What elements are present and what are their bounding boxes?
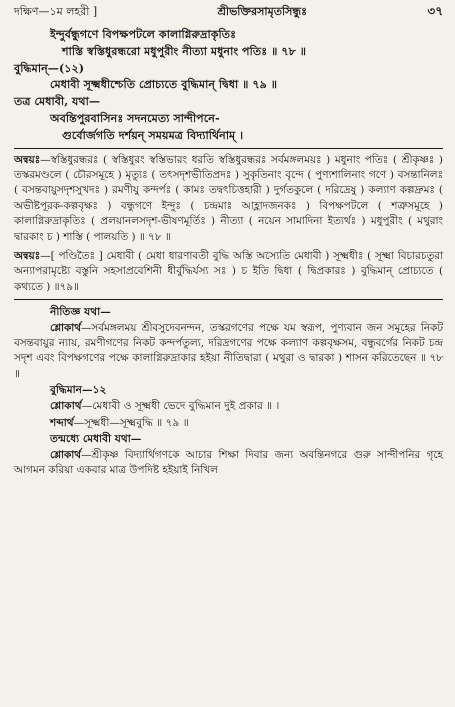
shabdartha-79 (14, 415, 443, 431)
anvaya-label: অন্বয়ঃ (14, 249, 41, 262)
shlokartha-label: শ্লোকার্থ (50, 321, 82, 334)
shabdartha-text: —সূক্ষ্মধী—সূক্ষ্মবুদ্ধি ॥ ৭৯ ॥ (73, 416, 189, 429)
anvaya-label: অন্বয়ঃ (14, 153, 41, 166)
anvaya-78 (14, 153, 443, 245)
verse-line-5: গুর্বোর্জগতি দর্শয়ন্ সময়মত্র বিদ্যার্থিনাম্ । (62, 127, 244, 142)
shlokartha-text: —মেধাবী ও সূক্ষ্মধী ভেদে বুদ্ধিমান দুই প্রকার ॥ । (81, 400, 280, 413)
verse-heading-buddhiman: বুদ্ধিমান্—(১২) (14, 60, 85, 75)
heading-tanmadhye: তন্মধ্যে মেধাবী যথা— (50, 433, 142, 446)
shlokartha-80 (14, 448, 443, 479)
divider-top (14, 148, 443, 149)
verse-line-3: মেধাবী সূক্ষ্মধীশ্চেতি প্রোচ্যতে বুদ্ধিমান্ দ্বিধা ॥ ৭৯ ॥ (50, 77, 278, 92)
verse-line-1: ইন্দুর্বন্ধুগণে বিপক্ষপটলে কালাগ্নিরুদ্রাকৃতিঃ (50, 27, 237, 41)
shabdartha-label: শব্দার্থ (50, 416, 74, 429)
sanskrit-verses (14, 26, 443, 144)
verse-line-4: অবন্তিপুরবাসিনঃ সদনমেত্য সান্দীপনে- (50, 110, 220, 125)
verse-line-2: শাস্তি স্বস্তিধুরন্ধরো মধুপুরীং নীত্যা মধুনাং পতিঃ ॥ ৭৮ ॥ (62, 43, 307, 58)
heading-nitijna: নীতিজ্ঞ যথা— (50, 306, 111, 319)
heading-buddhiman: বুদ্ধিমান—১২ (50, 384, 107, 397)
shlokartha-label: শ্লোকার্থ (50, 400, 82, 413)
verse-heading-medhavi: তত্র মেধাবী, যথা— (14, 94, 101, 109)
shlokartha-label: শ্লোকার্থ (50, 448, 82, 461)
page-header (14, 4, 443, 26)
anvaya-text: —স্বস্তিধুরন্ধরঃ ( স্বস্তিধুরং স্বস্তিভারং ধরতি স্বস্তিধুরন্ধরঃ সর্বমঙ্গলময়ঃ ) মধুনাং পতিঃ ( শ্রীকৃষ্ণঃ ) তস্করমণ্ডলে ( চৌরসমূহে ) মৃত্যুঃ ( তৎসদৃশভীতিপ্রদঃ ) সুকৃতিনাং বৃন্দে ( পুণ্যশালিনাং গণে ) বসন্তানিলঃ ( বসন্তবায়ুসদৃশসুখদঃ ) রমণীযু কন্দর্পঃ ( কামঃ তদ্বৎচিত্তহারী ) দুর্গতকুলে ( দরিদ্রেষু ) কল্যাণ কল্পদ্রুমঃ ( অভীষ্টপূরক-কল্পবৃক্ষঃ ) বন্ধুগণে ইন্দুঃ ( চন্দ্রমাঃ আহ্লাদজনকঃ ) বিপক্ষপটলে ( শত্রুসমূহে ) কালাগ্নিরুদ্রাকৃতিঃ ( প্রলয়ানলসদৃশ-ভীষণমূর্তিঃ ) নীত্যা ( নয়েন সামাদিনা ইত্যর্থঃ ) মধুপুরীং ( মথুরাং দ্বারকাং চ ) শাস্তি ( পালয়তি ) ॥ ৭৮ ॥ (14, 153, 443, 243)
shlokartha-text: —শ্রীকৃষ্ণ বিদ্যার্থিগণকে আচার শিক্ষা দিবার জন্য অবন্তিনগরে গুরু সান্দীপনির গৃহে আগমন করিয়া একবার মাত্র উপদিষ্ট হইয়াই নিখিল (14, 448, 443, 477)
header-book-title: শ্রীভক্তিরসামৃতসিন্ধুঃ (217, 5, 307, 18)
anvaya-text: —[ পণ্ডিতৈঃ ] মেধাবী ( মেধা ধারণাবতী বুদ্ধি অস্তি অস্যেতি মেধাবী ) সূক্ষ্মধীঃ ( সূক্ষ্মা বিচারচতুরা অন্যাপরামৃষ্ট্যে বস্তুনি সহসাপ্রবেশিনী ধীর্বুদ্ধির্যস্য সঃ ) চ ইতি দ্বিধা ( দ্বিপ্রকারঃ ) বুদ্ধিমান্ প্রোচ্যতে ( কথ্যতে ) ॥৭৯॥ (14, 249, 443, 293)
divider-bottom (14, 299, 443, 300)
shlokartha-78 (14, 321, 443, 383)
shlokartha-79 (14, 398, 443, 414)
header-chapter: দক্ষিণ—১ম লহরী ] (14, 5, 98, 18)
anvaya-79 (14, 249, 443, 295)
page-number: ৩৭ (427, 4, 443, 18)
shlokartha-text: —সর্বমঙ্গলময় শ্রীবসুদেবনন্দন, তস্করগণের পক্ষে যম স্বরূপ, পুণ্যবান জন সমূহের নিকট বসন্তবায়ুর ন্যায়, রমণীগণের নিকট কন্দর্পতুল্য, দরিদ্রগণের পক্ষে কল্যাণ কল্পবৃক্ষসম, বন্ধুবর্গের নিকট চন্দ্র সদৃশ এবং বিপক্ষগণের পক্ষে কালাগ্নিরুদ্রাকার হইয়া নীতিদ্বারা ( মথুরা ও দ্বারকা ) শাসন করিতেছেন ॥ ৭৮ ॥ (14, 321, 443, 380)
